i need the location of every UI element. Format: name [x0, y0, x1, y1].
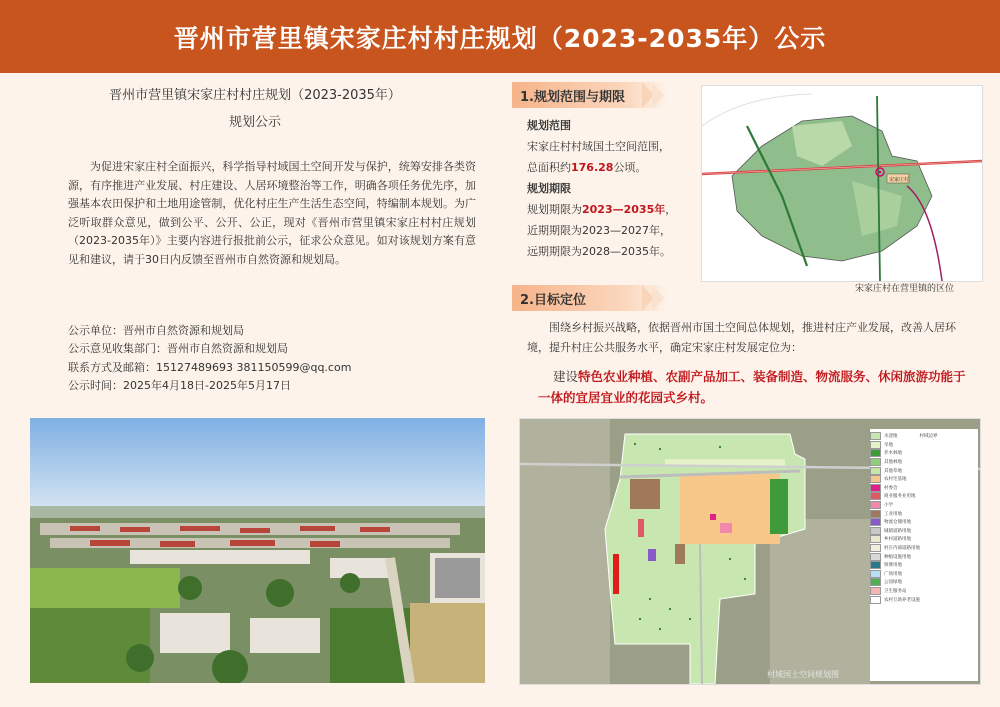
- contact-unit: 公示单位：晋州市自然资源和规划局: [68, 324, 244, 337]
- goal-text: 围绕乡村振兴战略，依据晋州市国土空间总体规划，推进村庄产业发展，改善人居环境，提升村庄公共服务水平，确定宋家庄村发展定位为：: [527, 321, 956, 354]
- village-aerial-photo: [30, 418, 485, 683]
- legend-item: 其他林地: [870, 458, 978, 467]
- legend-item: 城镇道路用地: [870, 527, 978, 536]
- scope-line1: 宋家庄村村域国土空间范围，: [527, 140, 670, 153]
- legend-item: 旱地: [870, 441, 978, 450]
- contact-phone-email: 联系方式及邮箱：15127489693 381150599@qq.com: [68, 360, 352, 374]
- section-scope-label: 1.规划范围与期限: [512, 82, 667, 108]
- chevron-right-icon: [652, 285, 664, 311]
- long-term-line: 远期期限为2028—2035年。: [527, 245, 671, 258]
- map-legend: [870, 432, 978, 604]
- land-use-map-caption: 村域国土空间规划图: [767, 670, 839, 679]
- legend-item: 乔木林地: [870, 449, 978, 458]
- legend-item: 农村互助养老设施: [870, 595, 978, 604]
- period-line: 规划期限为2023—2035年，: [527, 203, 677, 216]
- legend-item: 商业服务业用地: [870, 492, 978, 501]
- near-term-line: 近期期限为2023—2027年，: [527, 224, 671, 237]
- section-goal-label: 2.目标定位: [512, 285, 667, 311]
- legend-item: 公园绿地: [870, 578, 978, 587]
- goal-emphasis: 建设特色农业种植、农副产品加工、装备制造、物流服务、休闲旅游功能于一体的宜居宜业的花园式乡村。: [538, 369, 966, 405]
- contact-dept: 公示意见收集部门：晋州市自然资源和规划局: [68, 342, 288, 356]
- period-heading: 规划期限: [527, 182, 571, 195]
- page-header: [0, 0, 1000, 73]
- scope-block: [527, 115, 697, 262]
- doc-title: 晋州市营里镇宋家庄村村庄规划（2023-2035年）: [109, 88, 401, 103]
- legend-item: 乡村道路用地: [870, 535, 978, 544]
- legend-item: 农村宅基地: [870, 475, 978, 484]
- legend-item: 物流仓储用地: [870, 518, 978, 527]
- legend-item: 村委会: [870, 484, 978, 493]
- legend-item: 小学: [870, 501, 978, 510]
- legend-item: 水浇地 村域边界: [870, 432, 978, 441]
- location-map-caption: 宋家庄村在营里镇的区位: [855, 284, 955, 294]
- svg-text:宋家庄村: 宋家庄村: [889, 177, 910, 183]
- legend-item: 广场用地: [870, 570, 978, 579]
- page-title: 晋州市营里镇宋家庄村村庄规划（2023-2035年）公示: [173, 23, 827, 53]
- legend-item: 工业用地: [870, 509, 978, 518]
- legend-item: 种植设施用地: [870, 552, 978, 561]
- legend-item: 殡葬用地: [870, 561, 978, 570]
- legend-item: 卫生服务站: [870, 587, 978, 596]
- contact-period: 公示时间：2025年4月18日-2025年5月17日: [68, 378, 291, 392]
- doc-body: 为促进宋家庄村全面振兴，科学指导村域国土空间开发与保护，统筹安排各类资源，有序推进产业发展、村庄建设、人居环境整治等工作，明确各项任务优先序，加强基本农田保护和土地用途管制，优化村庄生产生活生态空间，特编制本规划。为广泛听取群众意见，做到公平、公开、公正，现对《晋州市营里镇宋家庄村村庄规划（2023-2035年）》主要内容进行报批前公示，征求公众意见。如对该规划方案有意见和建议，请于30日内反馈至晋州市自然资源和规划局。: [68, 160, 476, 266]
- scope-line2: 总面积约176.28公顷。: [527, 161, 647, 174]
- scope-heading: 规划范围: [527, 119, 571, 132]
- location-map: [701, 85, 983, 282]
- legend-item: 村庄内部道路用地: [870, 544, 978, 553]
- legend-item: 其他草地: [870, 466, 978, 475]
- chevron-right-icon: [652, 82, 664, 108]
- contact-block: [68, 322, 476, 395]
- doc-subtitle: 规划公示: [228, 115, 281, 130]
